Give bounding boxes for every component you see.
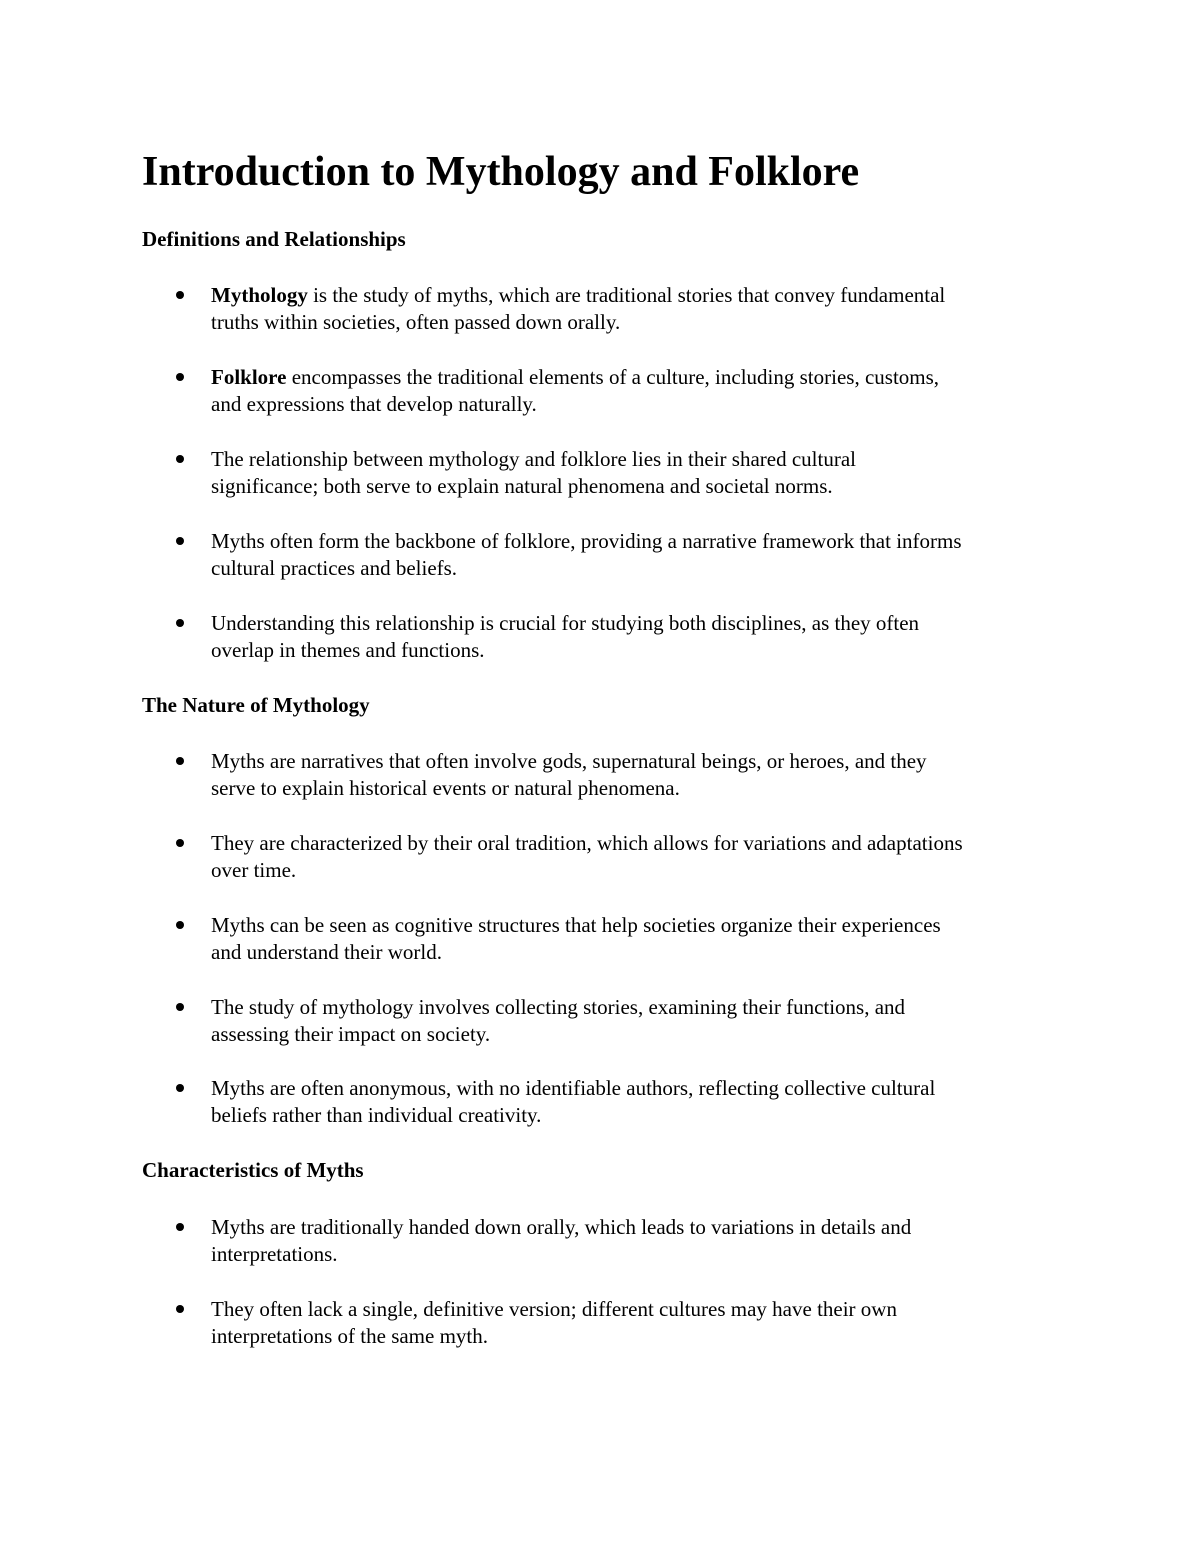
list-item-text: They often lack a single, definitive version; different cultures may have their own interpretations of the same myth. xyxy=(211,1297,897,1348)
list-item-text: Myths can be seen as cognitive structures that help societies organize their experiences and understand their world. xyxy=(211,913,941,964)
list-item-text: The relationship between mythology and folklore lies in their shared cultural significance; both serve to explain natural phenomena and societal norms. xyxy=(211,447,856,498)
list-item xyxy=(0,1296,1200,1350)
list-item-text: Myths are often anonymous, with no identifiable authors, reflecting collective cultural beliefs rather than individual creativity. xyxy=(211,1076,936,1127)
list-item-text: Folklore encompasses the traditional elements of a culture, including stories, customs, and expressions that develop naturally. xyxy=(211,365,940,416)
bullet-icon xyxy=(176,455,184,463)
list-item xyxy=(0,364,1200,418)
list-item-text: The study of mythology involves collecting stories, examining their functions, and assessing their impact on society. xyxy=(211,995,906,1046)
list-item-text: Myths are narratives that often involve gods, supernatural beings, or heroes, and they serve to explain historical events or natural phenomena. xyxy=(211,749,927,800)
list-item xyxy=(0,610,1200,664)
bullet-icon xyxy=(176,1003,184,1011)
list-item xyxy=(0,528,1200,582)
list-item-term: Folklore xyxy=(211,365,287,389)
bullet-icon xyxy=(176,839,184,847)
list-item-term: Mythology xyxy=(211,283,308,307)
list-item xyxy=(0,282,1200,336)
list-item xyxy=(0,912,1200,966)
list-item-text: Myths are traditionally handed down orally, which leads to variations in details and interpretations. xyxy=(211,1215,912,1266)
list-item-text: Mythology is the study of myths, which are traditional stories that convey fundamental truths within societies, often passed down orally. xyxy=(211,283,946,334)
list-item-text: Myths often form the backbone of folklore, providing a narrative framework that informs cultural practices and beliefs. xyxy=(211,529,962,580)
bullet-icon xyxy=(176,537,184,545)
list-item xyxy=(0,994,1200,1048)
document-title: Introduction to Mythology and Folklore xyxy=(142,149,860,195)
bullet-icon xyxy=(176,1084,184,1092)
list-item xyxy=(0,1075,1200,1129)
bullet-icon xyxy=(176,373,184,381)
bullet-icon xyxy=(176,291,184,299)
section-heading-nature-of-mythology: The Nature of Mythology xyxy=(142,693,370,717)
bullet-icon xyxy=(176,1223,184,1231)
bullet-icon xyxy=(176,619,184,627)
list-item xyxy=(0,446,1200,500)
bullet-icon xyxy=(176,921,184,929)
list-item xyxy=(0,830,1200,884)
list-item-text: Understanding this relationship is crucial for studying both disciplines, as they often overlap in themes and functions. xyxy=(211,611,920,662)
bullet-icon xyxy=(176,1305,184,1313)
bullet-icon xyxy=(176,757,184,765)
section-heading-definitions: Definitions and Relationships xyxy=(142,227,406,251)
list-item-text: They are characterized by their oral tradition, which allows for variations and adaptations over time. xyxy=(211,831,963,882)
list-item xyxy=(0,748,1200,802)
section-heading-characteristics: Characteristics of Myths xyxy=(142,1158,364,1182)
list-item xyxy=(0,1214,1200,1268)
